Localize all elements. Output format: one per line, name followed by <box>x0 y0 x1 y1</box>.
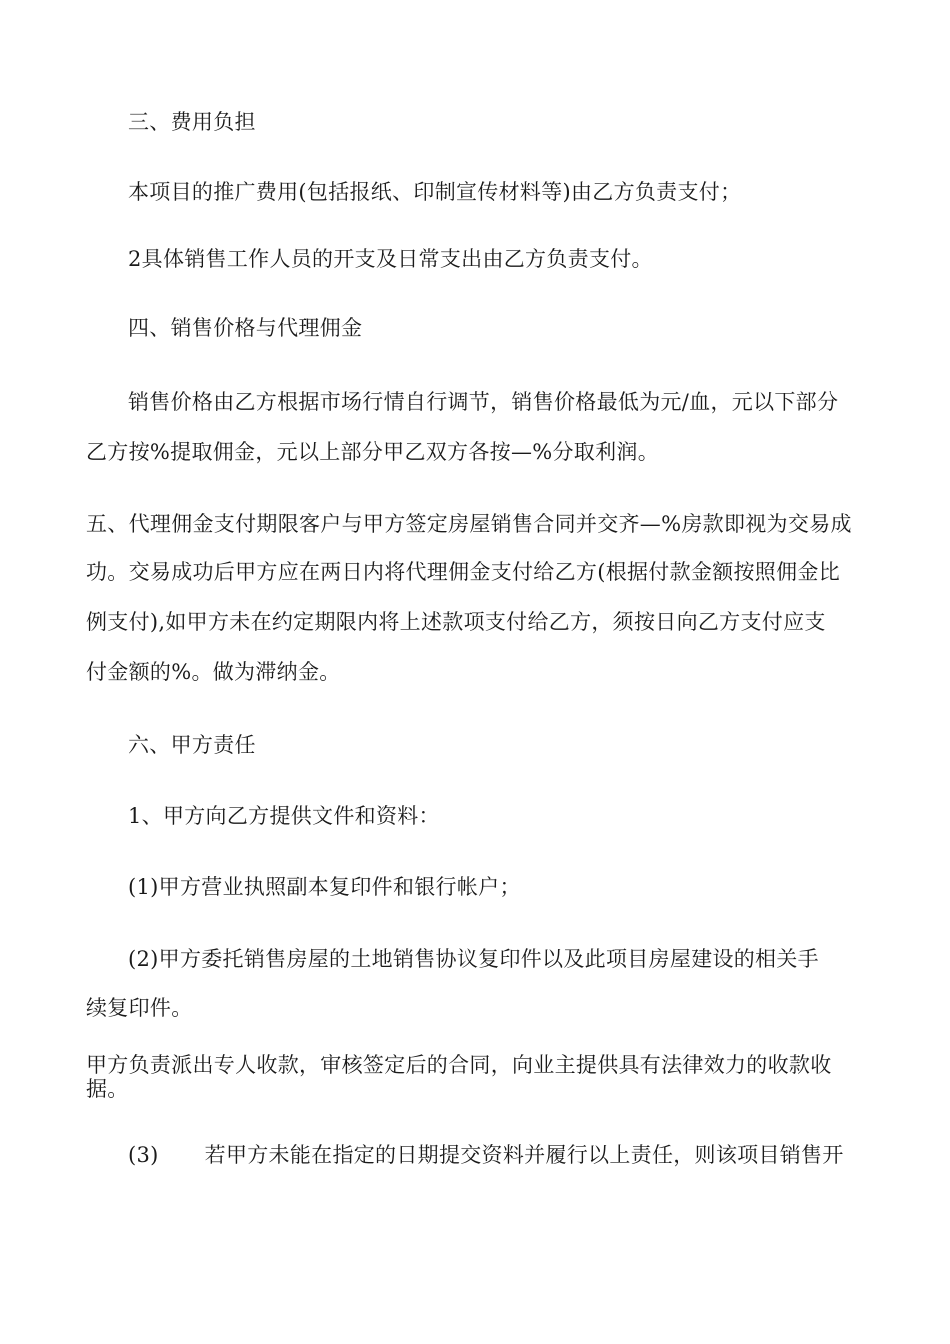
paragraph-line: 本项目的推广费用(包括报纸、印制宣传材料等)由乙方负责支付； <box>128 180 742 204</box>
section-heading-3: 三、费用负担 <box>128 110 256 134</box>
paragraph-line: 例支付),如甲方未在约定期限内将上述款项支付给乙方，须按日向乙方支付应支 <box>86 610 826 634</box>
paragraph-line: 续复印件。 <box>86 996 193 1020</box>
list-item-text: 若甲方未能在指定的日期提交资料并履行以上责任，则该项目销售开 <box>204 1143 844 1167</box>
paragraph-line: 据。 <box>86 1077 129 1101</box>
section-heading-6: 六、甲方责任 <box>128 733 256 757</box>
list-marker: (3) <box>128 1143 159 1167</box>
paragraph-line: 销售价格由乙方根据市场行情自行调节，销售价格最低为元/血，元以下部分 <box>128 390 839 414</box>
paragraph-line: 1、甲方向乙方提供文件和资料： <box>128 804 440 828</box>
list-item <box>128 1141 876 1170</box>
section-heading-4: 四、销售价格与代理佣金 <box>128 316 363 340</box>
list-item: (2)甲方委托销售房屋的土地销售协议复印件以及此项目房屋建设的相关手 <box>128 947 819 971</box>
paragraph-line: 甲方负责派出专人收款，审核签定后的合同，向业主提供具有法律效力的收款收 <box>86 1053 832 1077</box>
paragraph-line: 功。交易成功后甲方应在两日内将代理佣金支付给乙方(根据付款金额按照佣金比 <box>86 560 840 584</box>
list-item: (1)甲方营业执照副本复印件和银行帐户； <box>128 875 521 899</box>
paragraph-line: 2具体销售工作人员的开支及日常支出由乙方负责支付。 <box>128 247 653 271</box>
section-heading-5: 五、代理佣金支付期限客户与甲方签定房屋销售合同并交齐—%房款即视为交易成 <box>86 512 852 536</box>
paragraph-line: 付金额的%。做为滞纳金。 <box>86 660 341 684</box>
paragraph-line: 乙方按%提取佣金，元以上部分甲乙双方各按—%分取利润。 <box>86 440 660 464</box>
